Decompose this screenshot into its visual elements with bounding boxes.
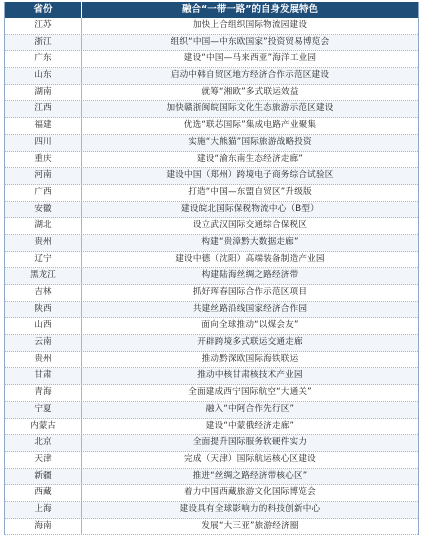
feature-cell: 全面提升国际服务软硬件实力: [192, 437, 308, 448]
province-cell: 辽宁: [5, 252, 82, 268]
feature-cell: 推动中核甘肃核技术产业园: [197, 370, 303, 381]
table-row: [5, 485, 418, 502]
table-row: [5, 352, 418, 369]
province-cell: 北京: [5, 435, 82, 451]
feature-cell: 加快上合组织国际物流园建设: [192, 20, 308, 30]
table-row: [5, 318, 418, 335]
province-cell: 青海: [5, 385, 82, 401]
table-row: [5, 118, 418, 135]
table-row: [5, 268, 418, 285]
table-header: [5, 2, 418, 18]
province-cell: 重庆: [5, 152, 82, 168]
table-row: [5, 302, 418, 319]
feature-cell: 构建“贵漳黔大数据走廊”: [201, 236, 299, 247]
province-cell: 河南: [5, 168, 82, 184]
feature-cell: 加快赣浙闽皖国际文化生态旅游示范区建设: [166, 103, 334, 114]
province-cell: 西藏: [5, 485, 82, 501]
feature-cell: 构建陆海丝绸之路经济带: [201, 270, 299, 281]
table-row: [5, 35, 418, 52]
feature-cell: 推动黔深欧国际海铁联运: [201, 353, 299, 364]
province-cell: 浙江: [5, 35, 82, 51]
province-cell: 山东: [5, 68, 82, 84]
province-cell: 湖北: [5, 218, 82, 234]
province-cell: 内蒙古: [5, 419, 82, 435]
table-row: [5, 335, 418, 352]
feature-cell: 建设“中蒙俄经济走廊”: [205, 420, 295, 431]
table-row: [5, 285, 418, 302]
feature-cell: 全面建成西宁国际航空“大通关”: [188, 387, 312, 398]
table-row: [5, 252, 418, 269]
province-feature-table: [4, 2, 419, 535]
province-cell: 广西: [5, 185, 82, 201]
table-row: [5, 519, 418, 535]
table-row: [5, 168, 418, 185]
province-cell: 云南: [5, 335, 82, 351]
feature-cell: 着力中国西藏旅游文化国际博览会: [184, 487, 316, 498]
table-row: [5, 452, 418, 469]
feature-cell: 建设中国（郑州）跨境电子商务综合试验区: [166, 170, 334, 181]
province-cell: 湖南: [5, 85, 82, 101]
table-row: [5, 469, 418, 486]
province-cell: 江西: [5, 101, 82, 117]
feature-cell: 推进“丝绸之路经济带核心区”: [192, 470, 308, 481]
province-cell: 海南: [5, 519, 82, 535]
table-row: [5, 101, 418, 118]
province-cell: 福建: [5, 118, 82, 134]
feature-cell: 抓好珲春国际合作示范区项目: [192, 287, 308, 297]
province-cell: 广东: [5, 51, 82, 67]
feature-cell: 建设“渝东南生态经济走廊”: [196, 153, 304, 164]
feature-cell: 建设“中国—马来西亚”海洋工业园: [183, 53, 317, 64]
header-feature: 融合“一带一路”的自身发展特色: [182, 4, 318, 15]
province-cell: 天津: [5, 452, 82, 468]
province-cell: 甘肃: [5, 368, 82, 384]
feature-cell: 建设中德（沈阳）高端装备制造产业园: [175, 253, 325, 264]
table-row: [5, 152, 418, 169]
table-row: [5, 202, 418, 219]
province-cell: 陕西: [5, 302, 82, 318]
feature-cell: 开辟跨境多式联运交通走廊: [197, 337, 303, 348]
feature-cell: 设立武汉国际交通综合保税区: [192, 220, 308, 231]
table-row: [5, 185, 418, 202]
table-row: [5, 218, 418, 235]
feature-cell: 面向全球推动“以煤会友”: [201, 320, 299, 331]
feature-cell: 融入“中阿合作先行区”: [205, 403, 295, 414]
table-row: [5, 435, 418, 452]
table-row: [5, 385, 418, 402]
province-cell: 安徽: [5, 202, 82, 218]
feature-cell: 打造“中国—东盟自贸区”升级版: [188, 186, 312, 197]
table-row: [5, 135, 418, 152]
province-cell: 四川: [5, 135, 82, 151]
feature-cell: 实施“大熊猫”国际旅游战略投资: [188, 136, 312, 147]
table-row: [5, 235, 418, 252]
province-cell: 贵州: [5, 352, 82, 368]
province-cell: 黑龙江: [5, 268, 82, 284]
province-cell: 山西: [5, 318, 82, 334]
province-cell: 宁夏: [5, 402, 82, 418]
table-row: [5, 368, 418, 385]
table-row: [5, 402, 418, 419]
feature-cell: 共建丝路沿线国家经济合作园: [192, 303, 308, 314]
feature-cell: 建设皖北国际保税物流中心（B型）: [180, 203, 319, 214]
table-row: [5, 502, 418, 519]
feature-cell: 启动中韩自贸区地方经济合作示范区建设: [170, 70, 330, 81]
province-cell: 新疆: [5, 469, 82, 485]
table-body: [5, 18, 418, 535]
table-row: [5, 18, 418, 35]
feature-cell: 就筹“湘欧”多式联运效益: [201, 86, 299, 97]
feature-cell: 建设具有全球影响力的科技创新中心: [179, 503, 321, 514]
feature-cell: 优选“联芯国际”集成电路产业聚集: [183, 120, 317, 131]
table-row: [5, 68, 418, 85]
province-cell: 上海: [5, 502, 82, 518]
feature-cell: 组织“中国—中东欧国家”投资贸易博览会: [170, 36, 330, 47]
table-row: [5, 51, 418, 68]
header-province: 省份: [5, 2, 82, 18]
province-cell: 吉林: [5, 285, 82, 301]
feature-cell: 完成（天津）国际航运核心区建设: [184, 453, 316, 464]
table-row: [5, 419, 418, 436]
table-row: [5, 85, 418, 102]
province-cell: 贵州: [5, 235, 82, 251]
province-cell: 江苏: [5, 18, 82, 34]
feature-cell: 发展“大三亚”旅游经济圈: [201, 520, 299, 531]
